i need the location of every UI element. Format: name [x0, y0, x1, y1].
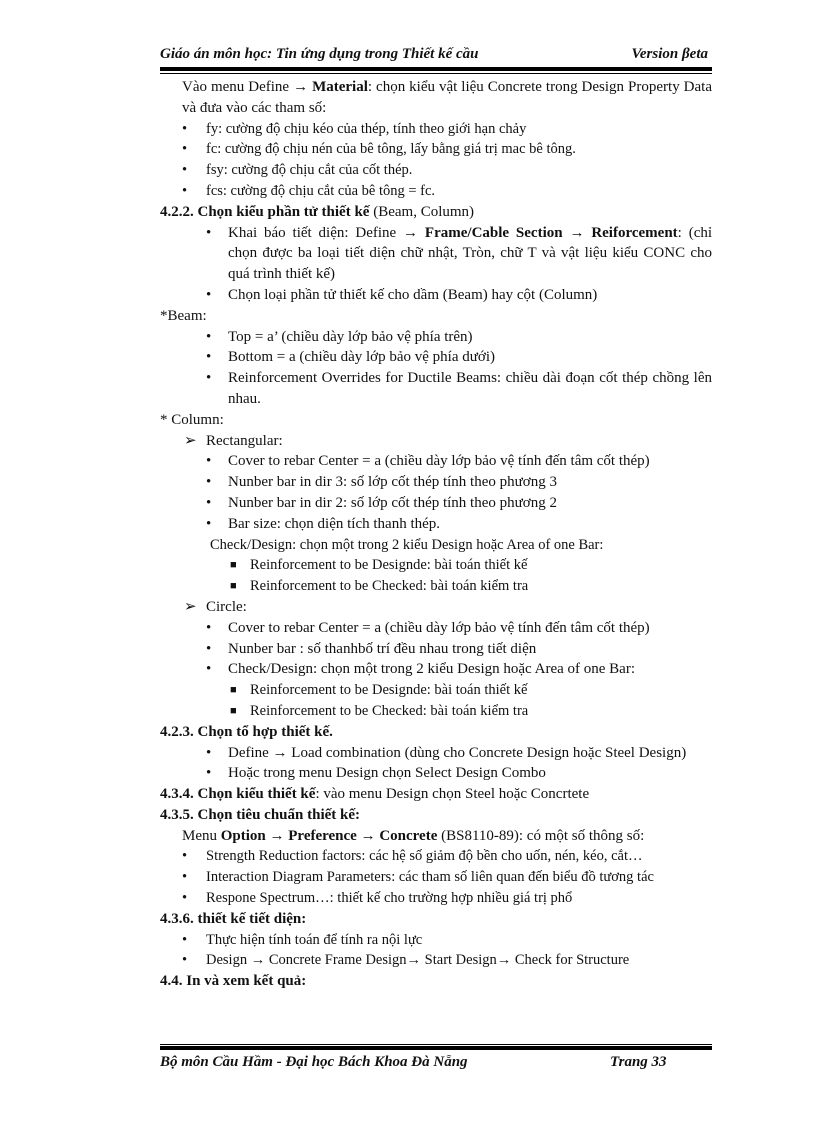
section-heading-4-2-2: 4.2.2. Chọn kiểu phần tử thiết kế (Beam, Column): [160, 203, 475, 220]
list-item: • Nunber bar in dir 2: số lớp cốt thép tính theo phương 2: [160, 493, 712, 514]
bullet-icon: •: [206, 474, 212, 491]
check-design-text: Check/Design: chọn một trong 2 kiểu Design hoặc Area of one Bar:: [210, 536, 604, 553]
arrow-bullet-icon: ➢: [184, 598, 197, 615]
list-item: • Design → Concrete Frame Design→ Start Design→ Check for Structure: [160, 950, 712, 971]
list-item: • fc: cường độ chịu nén của bê tông, lấy bằng giá trị mac bê tông.: [160, 139, 712, 160]
list-item: • Reinforcement Overrides for Ductile Beams: chiều dài đoạn cốt thép chồng lên nhau.: [206, 370, 712, 407]
bullet-icon: •: [206, 765, 212, 782]
bullet-icon: •: [182, 182, 188, 199]
menu-path-text: Menu Option → Preference → Concrete (BS8110-89): có một số thông số:: [182, 827, 645, 844]
list-item: • Cover to rebar Center = a (chiều dày lớp bảo vệ tính đến tâm cốt thép): [160, 618, 712, 639]
list-item: ➢ Circle:: [160, 597, 712, 618]
list-item: ➢ Rectangular:: [160, 431, 712, 452]
list-item: • Hoặc trong menu Design chọn Select Design Combo: [160, 763, 712, 784]
list-item: • Check/Design: chọn một trong 2 kiểu Design hoặc Area of one Bar:: [160, 659, 712, 680]
section-heading-4-2-3: 4.2.3. Chọn tổ hợp thiết kế.: [160, 723, 333, 740]
square-bullet-icon: ■: [230, 559, 237, 572]
list-item: • Strength Reduction factors: các hệ số giảm độ bền cho uốn, nén, kéo, cắt…: [160, 846, 712, 867]
list-item: ■ Reinforcement to be Designde: bài toán thiết kế: [160, 680, 712, 701]
bullet-icon: •: [182, 931, 188, 948]
footer-department: Bộ môn Cầu Hầm - Đại học Bách Khoa Đà Nẵng: [160, 1054, 468, 1070]
bullet-icon: •: [182, 162, 188, 179]
list-item: • fy: cường độ chịu kéo của thép, tính theo giới hạn chảy: [160, 119, 712, 140]
bullet-icon: •: [182, 848, 188, 865]
bullet-icon: •: [206, 286, 212, 303]
bullet-icon: •: [206, 453, 212, 470]
list-item: • Cover to rebar Center = a (chiều dày lớp bảo vệ tính đến tâm cốt thép): [160, 451, 712, 472]
bullet-icon: •: [206, 370, 212, 387]
column-label: * Column:: [160, 411, 224, 428]
list-item: • Bar size: chọn diện tích thanh thép.: [160, 514, 712, 535]
list-item: • Nunber bar : số thanhbố trí đều nhau trong tiết diện: [160, 639, 712, 660]
material-paragraph: Vào menu Define → Material: chọn kiểu vật liệu Concrete trong Design Property Data và đưa vào các tham số:: [182, 79, 712, 116]
bullet-icon: •: [182, 890, 188, 907]
arrow-bullet-icon: ➢: [184, 432, 197, 449]
header-rule-thin: [160, 73, 712, 74]
list-item: • Chọn loại phần tử thiết kế cho dầm (Beam) hay cột (Column): [160, 285, 712, 306]
header-title: Giáo án môn học: Tin ứng dụng trong Thiết kế cầu: [160, 46, 479, 62]
list-item: ■ Reinforcement to be Designde: bài toán thiết kế: [160, 555, 712, 576]
bullet-icon: •: [182, 952, 188, 969]
bullet-icon: •: [206, 328, 212, 345]
page-header: [160, 46, 712, 63]
bullet-icon: •: [206, 619, 212, 636]
bullet-icon: •: [182, 869, 188, 886]
header-rule: [160, 67, 712, 71]
bullet-icon: •: [206, 640, 212, 657]
header-version: Version βeta: [631, 46, 708, 62]
page-number: Trang 33: [610, 1054, 667, 1070]
section-heading-4-4: 4.4. In và xem kết quả:: [160, 973, 307, 990]
square-bullet-icon: ■: [230, 704, 237, 717]
footer-rule-thin: [160, 1044, 712, 1045]
list-item: ■ Reinforcement to be Checked: bài toán kiểm tra: [160, 701, 712, 722]
list-item: • Top = a’ (chiều dày lớp bảo vệ phía trên): [160, 327, 712, 348]
square-bullet-icon: ■: [230, 684, 237, 697]
section-heading-4-3-4: 4.3.4. Chọn kiểu thiết kế: vào menu Design chọn Steel hoặc Concrtete: [160, 786, 590, 803]
list-item: • fcs: cường độ chịu cắt của bê tông = fc.: [160, 181, 712, 202]
bullet-icon: •: [206, 661, 212, 678]
list-item: • Interaction Diagram Parameters: các tham số liên quan đến biểu đồ tương tác: [160, 867, 712, 888]
list-item: • Define → Load combination (dùng cho Concrete Design hoặc Steel Design): [160, 743, 712, 764]
list-item: • Thực hiện tính toán để tính ra nội lực: [160, 930, 712, 951]
footer-rule: [160, 1046, 712, 1050]
page-footer: [160, 1054, 712, 1071]
square-bullet-icon: ■: [230, 580, 237, 593]
bullet-icon: •: [206, 494, 212, 511]
list-item: • Bottom = a (chiều dày lớp bảo vệ phía dưới): [160, 347, 712, 368]
list-item: • Nunber bar in dir 3: số lớp cốt thép tính theo phương 3: [160, 472, 712, 493]
bullet-icon: •: [206, 515, 212, 532]
beam-label: *Beam:: [160, 307, 207, 324]
section-heading-4-3-6: 4.3.6. thiết kế tiết diện:: [160, 910, 307, 927]
bullet-icon: •: [206, 224, 212, 241]
bullet-icon: •: [206, 349, 212, 366]
list-item: • Respone Spectrum…: thiết kế cho trường hợp nhiều giá trị phổ: [160, 888, 712, 909]
list-item: • fsy: cường độ chịu cắt của cốt thép.: [160, 160, 712, 181]
list-item: • Khai báo tiết diện: Define → Frame/Cable Section → Reiforcement: (chỉ chọn được ba loại tiết diện chữ nhật, Tròn, chữ T và vật liệu kiểu CONC cho quá trình thiết kế): [206, 224, 713, 283]
bullet-icon: •: [206, 744, 212, 761]
section-heading-4-3-5: 4.3.5. Chọn tiêu chuẩn thiết kế:: [160, 806, 361, 823]
bullet-icon: •: [182, 141, 188, 158]
list-item: ■ Reinforcement to be Checked: bài toán kiểm tra: [160, 576, 712, 597]
bullet-icon: •: [182, 120, 188, 137]
page-content: [160, 77, 712, 992]
